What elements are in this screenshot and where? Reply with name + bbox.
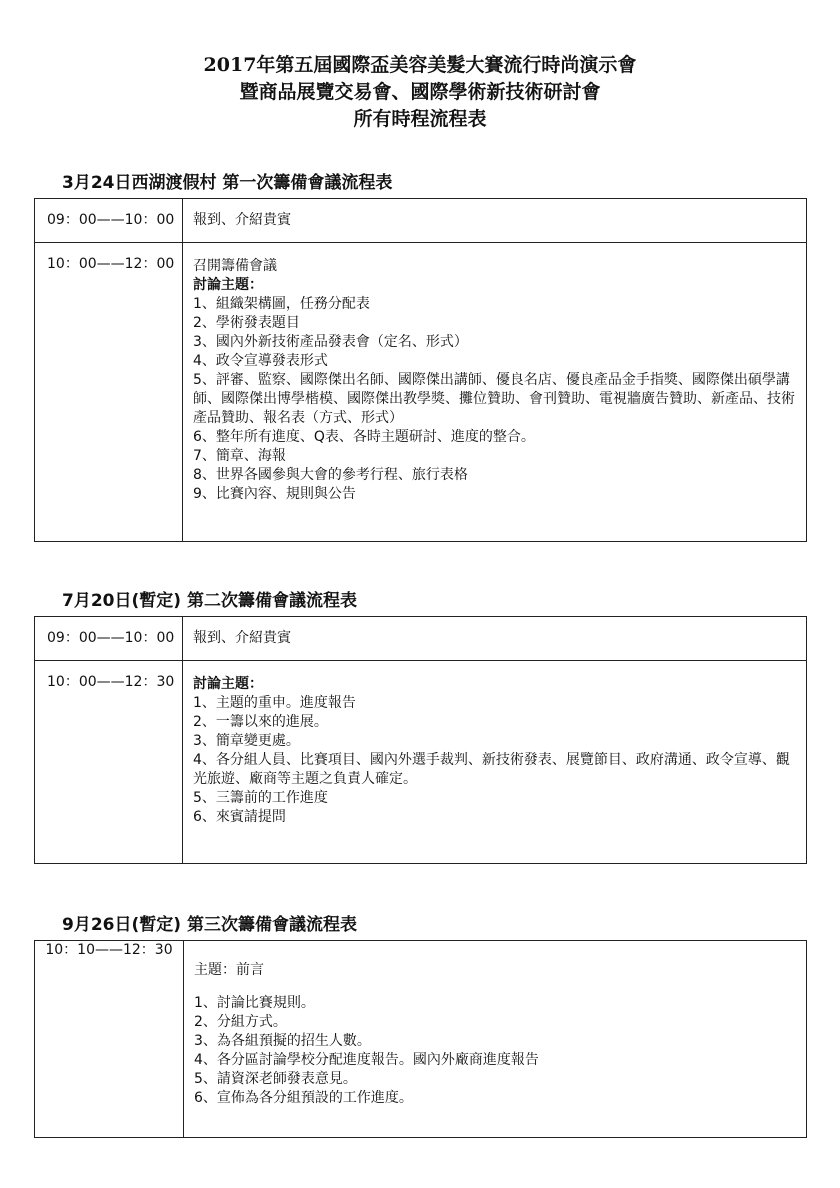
list-item: 2、學術發表題目 (193, 315, 300, 331)
time-cell: 10：10——12：30 (35, 941, 184, 1138)
content-line: 召開籌備會議 (193, 258, 277, 274)
content-cell (183, 661, 807, 864)
table-row (35, 661, 807, 864)
list-item: 3、國內外新技術產品發表會（定名、形式） (193, 334, 468, 350)
list-item: 5、評審、監察、國際傑出名師、國際傑出講師、優良名店、優良產品金手指獎、國際傑出碩學講師、國際傑出博學楷模、國際傑出教學獎、攤位贊助、會刊贊助、電視牆廣告贊助、新產品、技術產品贊助、報名表（方式、形式） (193, 372, 795, 426)
time-cell: 09：00——10：00 (35, 199, 183, 243)
section-heading-1: 3月24日西湖渡假村 第一次籌備會議流程表 (62, 173, 393, 193)
content-cell (183, 199, 807, 243)
title-line-2: 暨商品展覽交易會、國際學術新技術研討會 (239, 81, 601, 103)
list-item: 9、比賽內容、規則與公告 (193, 486, 356, 502)
spacer (194, 980, 796, 994)
section-heading-2: 7月20日(暫定) 第二次籌備會議流程表 (62, 591, 357, 611)
table-row (35, 941, 807, 1138)
content-line: 報到、介紹貴賓 (193, 630, 291, 646)
list-item: 1、組織架構圖，任務分配表 (193, 296, 370, 312)
list-item: 6、來賓請提問 (193, 809, 286, 825)
page-title (0, 52, 840, 133)
content-cell (183, 243, 807, 542)
list-item: 3、為各組預擬的招生人數。 (194, 1033, 371, 1049)
topic-label: 討論主題： (193, 277, 263, 293)
list-item: 8、世界各國參與大會的參考行程、旅行表格 (193, 467, 468, 483)
section-heading-3: 9月26日(暫定) 第三次籌備會議流程表 (62, 915, 357, 935)
time-cell: 10：00——12：30 (35, 661, 183, 864)
topic-label: 討論主題： (193, 676, 263, 692)
list-item: 2、分組方式。 (194, 1014, 287, 1030)
table-row (35, 199, 807, 243)
title-line-1: 2017年第五屆國際盃美容美髮大賽流行時尚演示會 (203, 54, 637, 76)
list-item: 5、三籌前的工作進度 (193, 790, 328, 806)
list-item: 4、各分區討論學校分配進度報告。國內外廠商進度報告 (194, 1052, 539, 1068)
list-item: 1、討論比賽規則。 (194, 995, 315, 1011)
list-item: 3、簡章變更處。 (193, 733, 300, 749)
list-item: 1、主題的重申。進度報告 (193, 695, 356, 711)
list-item: 5、請資深老師發表意見。 (194, 1071, 357, 1087)
content-cell (184, 941, 807, 1138)
schedule-table-3 (34, 940, 807, 1138)
content-cell (183, 617, 807, 661)
list-item: 6、宣佈為各分組預設的工作進度。 (194, 1090, 413, 1106)
content-line: 報到、介紹貴賓 (193, 212, 291, 228)
schedule-table-1 (34, 198, 807, 542)
time-cell: 10：00——12：00 (35, 243, 183, 542)
list-item: 2、一籌以來的進展。 (193, 714, 328, 730)
title-line-3: 所有時程流程表 (353, 108, 487, 130)
topic-label: 主題：前言 (194, 962, 264, 978)
table-row (35, 617, 807, 661)
list-item: 4、政令宣導發表形式 (193, 353, 328, 369)
list-item: 7、簡章、海報 (193, 448, 286, 464)
schedule-table-2 (34, 616, 807, 864)
time-cell: 09：00——10：00 (35, 617, 183, 661)
table-row (35, 243, 807, 542)
list-item: 4、各分組人員、比賽項目、國內外選手裁判、新技術發表、展覽節目、政府溝通、政令宣導、觀光旅遊、廠商等主題之負責人確定。 (193, 752, 790, 787)
list-item: 6、整年所有進度、Q表、各時主題研討、進度的整合。 (193, 429, 535, 445)
